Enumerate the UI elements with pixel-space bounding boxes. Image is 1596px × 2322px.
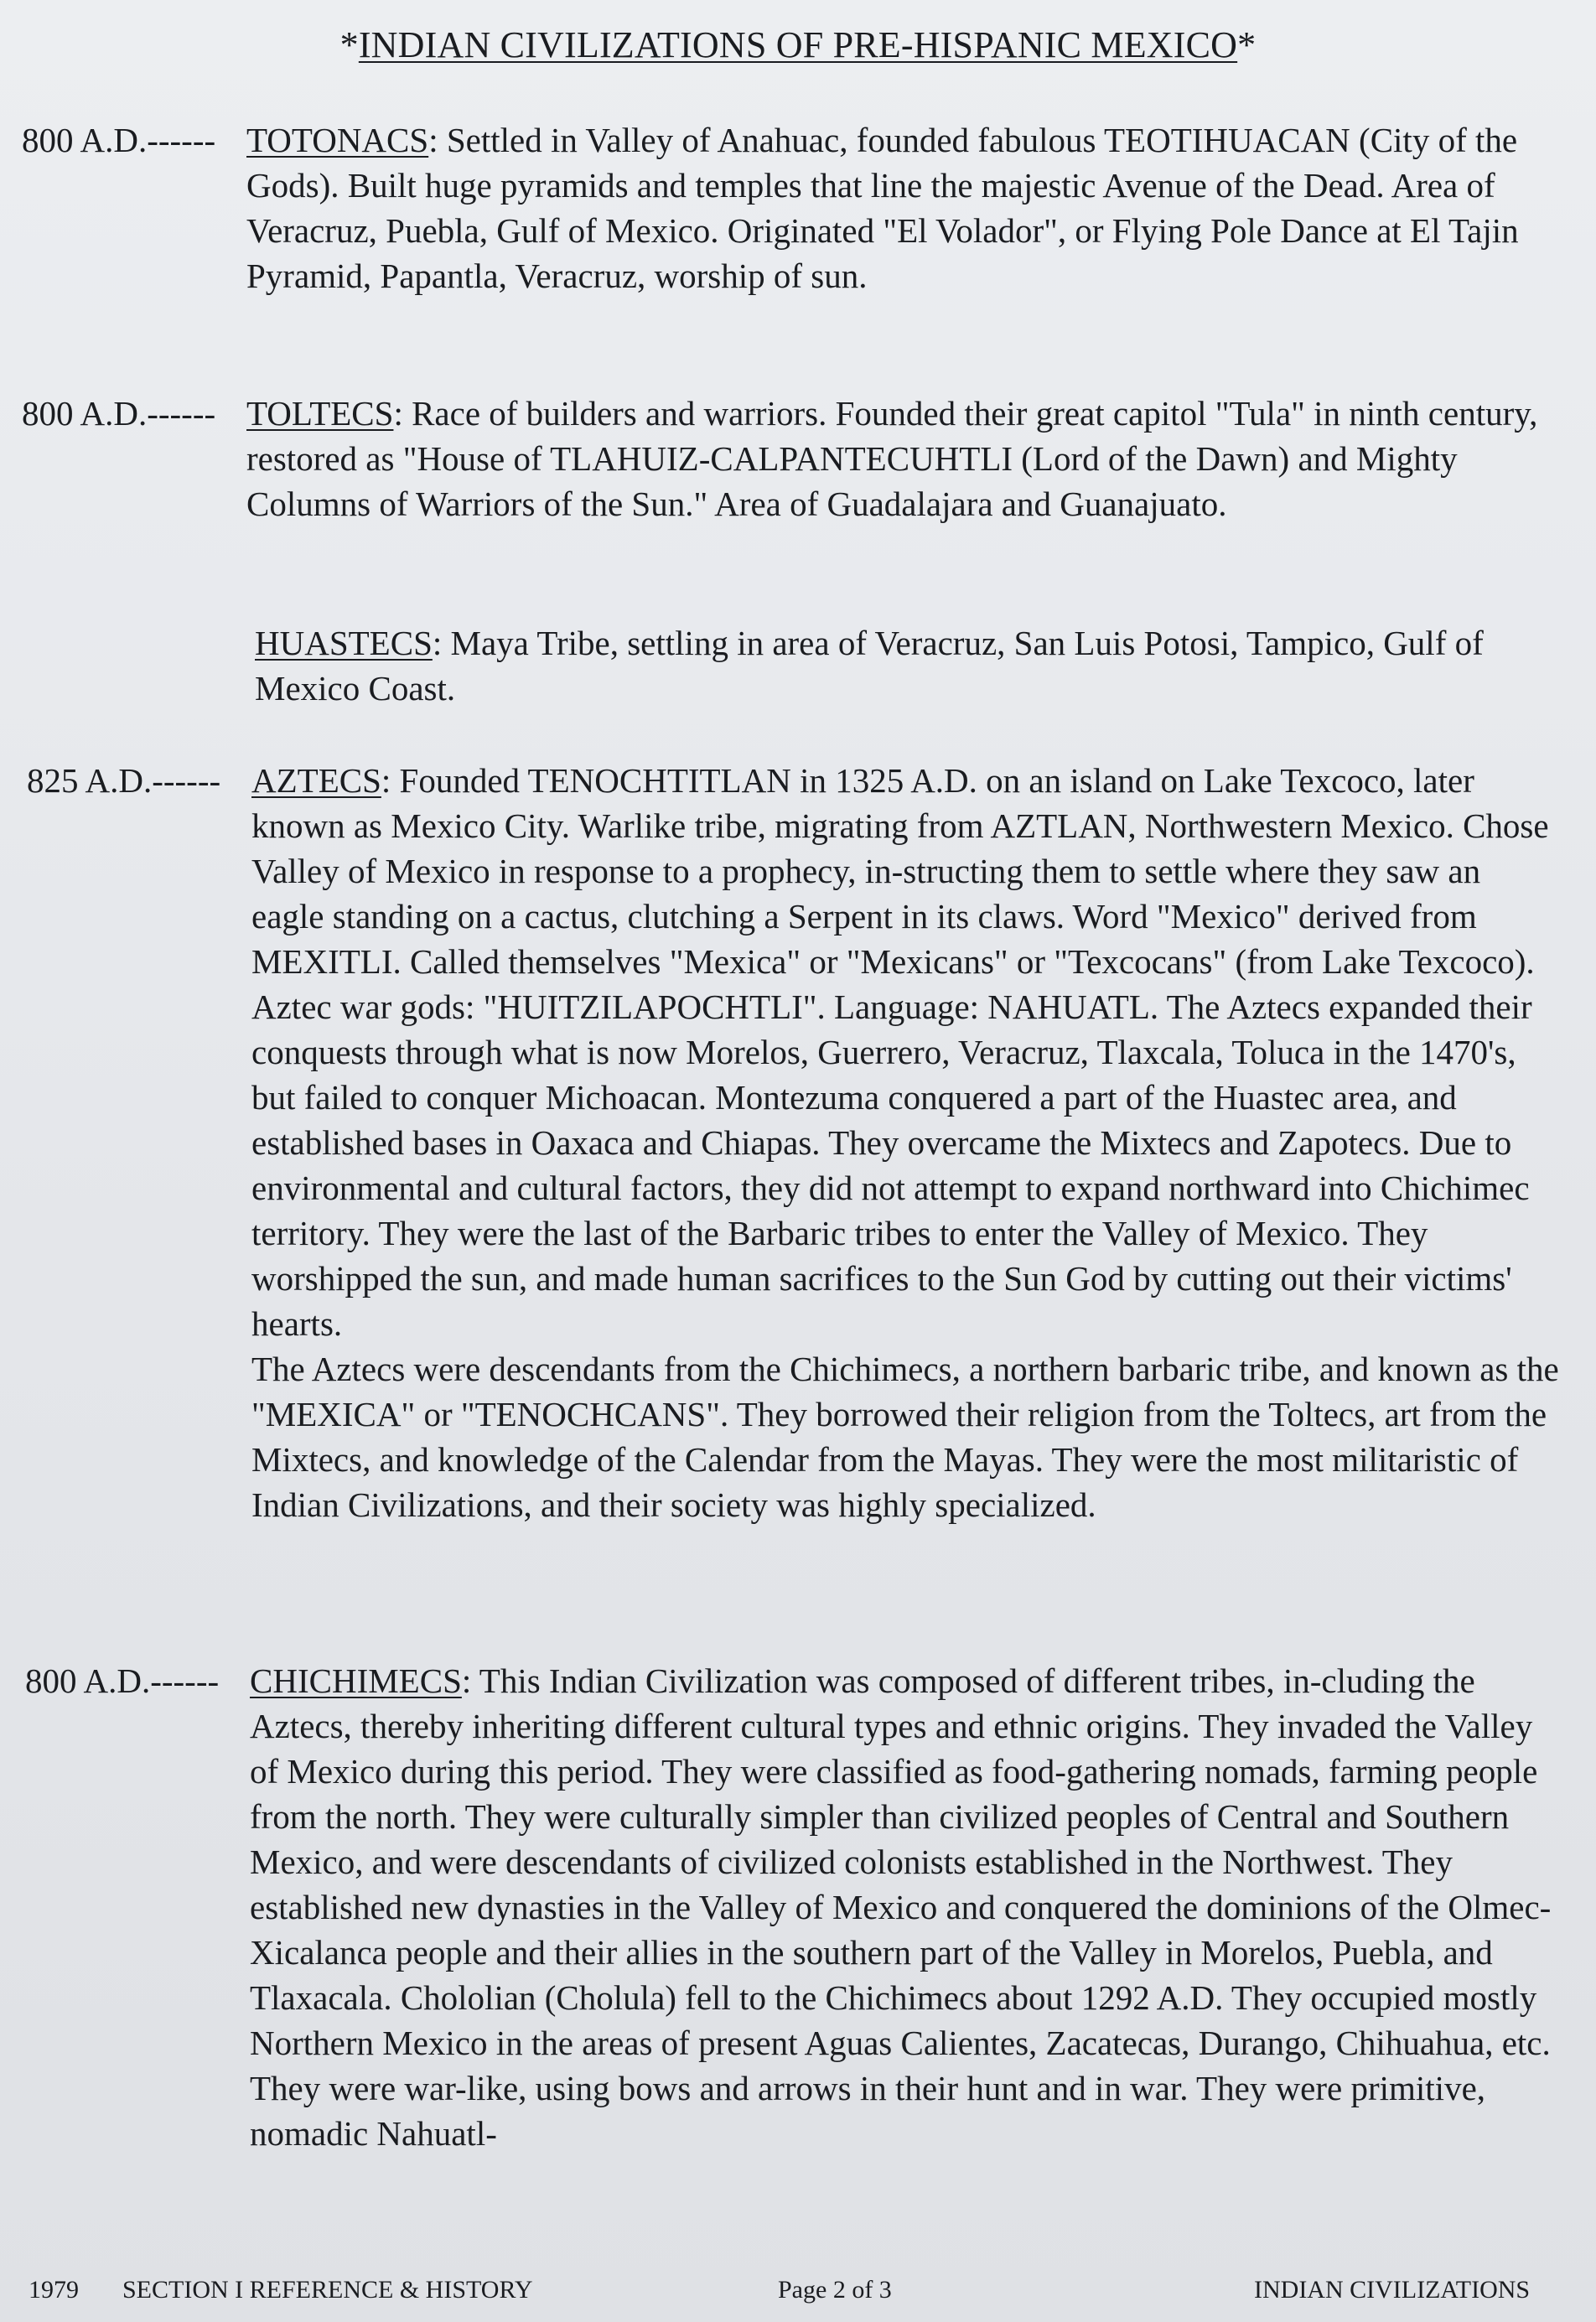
entry-text: : Settled in Valley of Anahuac, founded fabulous TEOTIHUACAN (City of the Gods). Built huge pyramids and temples that line the majestic Avenue of the Dead. Area of Veracruz, Puebla, Gulf of Mexico. Originated "El Volador", or Flying Pole Dance at El Tajin Pyramid, Papantla, Veracruz, worship of sun. <box>246 121 1519 295</box>
entry-date: 800 A.D.------ <box>25 1661 220 1700</box>
entry-huastecs <box>255 620 1562 711</box>
entry-text: : Race of builders and warriors. Founded their great capitol "Tula" in ninth century, restored as "House of TLAHUIZ-CALPANTECUHTLI (Lord of the Dawn) and Mighty Columns of Warriors of the Sun." Area of Guadalajara and Guanajuato. <box>246 394 1538 523</box>
footer-page-number: Page 2 of 3 <box>778 2276 892 2304</box>
title-suffix: * <box>1237 24 1257 65</box>
entry-body <box>246 117 1554 298</box>
entry-text-continued: The Aztecs were descendants from the Chichimecs, a northern barbaric tribe, and known as the "MEXICA" or "TENOCHCANS". They borrowed their religion from the Toltecs, art from the Mixtecs, and knowledge of the Calendar from the Mayas. They were the most militaristic of Indian Civilizations, and their society was highly specialized. <box>251 1350 1559 1524</box>
footer-year: 1979 <box>28 2276 79 2304</box>
entry-date: 825 A.D.------ <box>27 761 221 800</box>
entry-body <box>251 758 1559 1527</box>
entry-body <box>246 391 1554 526</box>
tribe-name: HUASTECS <box>255 624 433 662</box>
tribe-name: AZTECS <box>251 761 381 800</box>
title-prefix: * <box>339 24 359 65</box>
entry-date: 800 A.D.------ <box>22 394 216 433</box>
document-title <box>0 23 1596 66</box>
page-footer <box>0 2276 1596 2309</box>
entry-text: : This Indian Civilization was composed of different tribes, in-cluding the Aztecs, thereby inheriting different cultural types and ethnic origins. They invaded the Valley of Mexico during this period. They were classified as food-gathering nomads, farming people from the north. They were culturally simpler than civilized peoples of Central and Southern Mexico, and were descendants of civilized colonists established in the Northwest. They established new dynasties in the Valley of Mexico and conquered the dominions of the Olmec-Xicalanca people and their allies in the southern part of the Valley in Morelos, Puebla, and Tlaxacala. Chololian (Cholula) fell to the Chichimecs about 1292 A.D. They occupied mostly Northern Mexico in the areas of present Aguas Calientes, Zacatecas, Durango, Chihuahua, etc. They were war-like, using bows and arrows in their hunt and in war. They were primitive, nomadic Nahuatl- <box>250 1661 1552 2153</box>
title-text: INDIAN CIVILIZATIONS OF PRE-HISPANIC MEXICO <box>358 24 1238 65</box>
tribe-name: TOLTECS <box>246 394 394 433</box>
footer-section: SECTION I REFERENCE & HISTORY <box>122 2276 533 2304</box>
entry-date: 800 A.D.------ <box>22 121 216 159</box>
entry-body <box>250 1658 1557 2156</box>
tribe-name: TOTONACS <box>246 121 429 159</box>
tribe-name: CHICHIMECS <box>250 1661 462 1700</box>
entry-text: : Founded TENOCHTITLAN in 1325 A.D. on an island on Lake Texcoco, later known as Mexico City. Warlike tribe, migrating from AZTLAN, Northwestern Mexico. Chose Valley of Mexico in response to a prophecy, in-structing them to settle where they saw an eagle standing on a cactus, clutching a Serpent in its claws. Word "Mexico" derived from MEXITLI. Called themselves "Mexica" or "Mexicans" or "Texcocans" (from Lake Texcoco). Aztec war gods: "HUITZILAPOCHTLI". Language: NAHUATL. The Aztecs expanded their conquests through what is now Morelos, Guerrero, Veracruz, Tlaxcala, Toluca in the 1470's, but failed to conquer Michoacan. Montezuma conquered a part of the Huastec area, and established bases in Oaxaca and Chiapas. They overcame the Mixtecs and Zapotecs. Due to environmental and cultural factors, they did not attempt to expand northward into Chichimec territory. They were the last of the Barbaric tribes to enter the Valley of Mexico. They worshipped the sun, and made human sacrifices to the Sun God by cutting out their victims' hearts. <box>251 761 1549 1343</box>
entry-text: : Maya Tribe, settling in area of Veracruz, San Luis Potosi, Tampico, Gulf of Mexico Coast. <box>255 624 1484 707</box>
footer-topic: INDIAN CIVILIZATIONS <box>1254 2276 1531 2304</box>
